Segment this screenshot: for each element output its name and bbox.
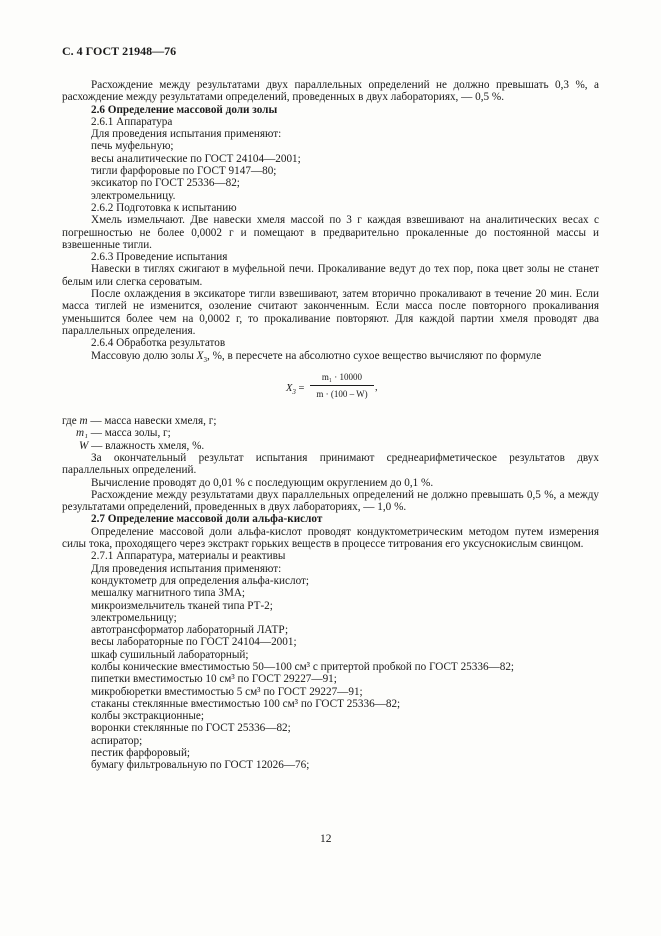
where-line: m₁ — масса золы, г; (76, 427, 171, 440)
list-item: автотрансформатор лабораторный ЛАТР; (91, 624, 289, 637)
formula-lhs: $X_3$ = (286, 383, 305, 397)
list-item: весы лабораторные по ГОСТ 24104—2001; (91, 636, 297, 649)
where-line: где m — масса навески хмеля, г; (62, 415, 217, 428)
formula-ash: $X_3$ = $\frac{\text{m₁ · 10000}}{m \cdot (100 - W)}$ , (286, 372, 378, 400)
list-item: бумагу фильтровальную по ГОСТ 12026—76; (91, 759, 310, 772)
list-item: мешалку магнитного типа ЗМА; (91, 587, 246, 600)
paragraph: После охлаждения в эксикаторе тигли взвешивают, затем вторично прокаливают в течение 20 мин. Если масса тиглей не изменится, озоление считают законченным. Если масса после повторного прокаливания уменьшится более чем на 0,0002 г, то прокаливание повторяют. Для каждой партии хмеля проводят два параллельных определения. (62, 288, 599, 337)
subsection-2-7-1: 2.7.1 Аппаратура, материалы и реактивы (91, 550, 286, 563)
paragraph: Вычисление проводят до 0,01 % с последующим округлением до 0,1 %. (91, 476, 434, 489)
list-item: тигли фарфоровые по ГОСТ 9147—80; (91, 165, 277, 178)
subsection-2-6-1: 2.6.1 Аппаратура (91, 115, 173, 128)
list-item: эксикатор по ГОСТ 25336—82; (91, 177, 240, 190)
list-item: пестик фарфоровый; (91, 747, 191, 760)
list-item: аспиратор; (91, 734, 143, 747)
list-item: кондуктометр для определения альфа-кислот; (91, 574, 310, 587)
list-item: пипетки вместимостью 10 см³ по ГОСТ 29227—91; (91, 673, 337, 686)
page-header: С. 4 ГОСТ 21948—76 (62, 44, 177, 58)
formula-denominator: m · (100 – W) (316, 389, 368, 400)
paragraph: Определение массовой доли альфа-кислот проводят кондуктометрическим методом путем измерения силы тока, проходящего через экстракт горьких веществ в процессе титрования его уксуснокислым свинцом. (62, 525, 599, 551)
list-item: весы аналитические по ГОСТ 24104—2001; (91, 152, 301, 165)
list-item: микробюретки вместимостью 5 см³ по ГОСТ 29227—91; (91, 685, 363, 698)
list-item: электромельницу; (91, 611, 177, 624)
section-title-2-7: 2.7 Определение массовой доли альфа-кислот (91, 513, 323, 526)
subsection-2-6-2: 2.6.2 Подготовка к испытанию (91, 201, 237, 214)
list-item: печь муфельную; (91, 140, 174, 153)
formula-numerator: m₁ · 10000 (310, 371, 374, 386)
paragraph: Расхождение между результатами двух параллельных определений не должно превышать 0,3 %, а расхождение между результатами определений, проведенных в двух лабораториях, — 0,5 %. (62, 79, 599, 104)
list-item: шкаф сушильный лабораторный; (91, 648, 249, 661)
paragraph: Хмель измельчают. Две навески хмеля массой по 3 г каждая взвешивают на аналитических весах с погрешностью не более 0,0002 г и помещают в предварительно прокаленные до постоянной массы и взвешенные тигли. (62, 214, 599, 251)
list-intro: Для проведения испытания применяют: (91, 562, 282, 575)
subsection-2-6-4: 2.6.4 Обработка результатов (91, 337, 226, 350)
list-item: колбы экстракционные; (91, 710, 204, 723)
section-title-2-6: 2.6 Определение массовой доли золы (91, 103, 278, 116)
page-content (62, 79, 599, 772)
list-item: электромельницу. (91, 189, 176, 202)
paragraph: Навески в тиглях сжигают в муфельной печи. Прокаливание ведут до тех пор, пока цвет золы не станет белым или слегка сероватым. (62, 263, 599, 288)
page-number: 12 (320, 833, 332, 845)
subsection-2-6-3: 2.6.3 Проведение испытания (91, 251, 228, 264)
list-item: стаканы стеклянные вместимостью 100 см³ по ГОСТ 25336—82; (91, 697, 401, 710)
paragraph: Расхождение между результатами двух параллельных определений не должно превышать 0,5 %, а между результатами определений, проведенных в двух лабораториях, — 1,0 %. (62, 488, 599, 514)
list-intro: Для проведения испытания применяют: (91, 128, 282, 141)
list-item: колбы конические вместимостью 50—100 см³ с притертой пробкой по ГОСТ 25336—82; (91, 661, 515, 673)
list-item: воронки стеклянные по ГОСТ 25336—82; (91, 722, 291, 735)
paragraph: Массовую долю золы $X_3$, %, в пересчете на абсолютно сухое вещество вычисляют по формуле (91, 349, 542, 364)
paragraph: За окончательный результат испытания принимают среднеарифметическое результатов двух параллельных определений. (62, 451, 599, 477)
formula-fraction (310, 371, 374, 401)
where-line: W — влажность хмеля, %. (79, 439, 205, 452)
list-item: микроизмельчитель тканей типа РТ-2; (91, 599, 273, 612)
